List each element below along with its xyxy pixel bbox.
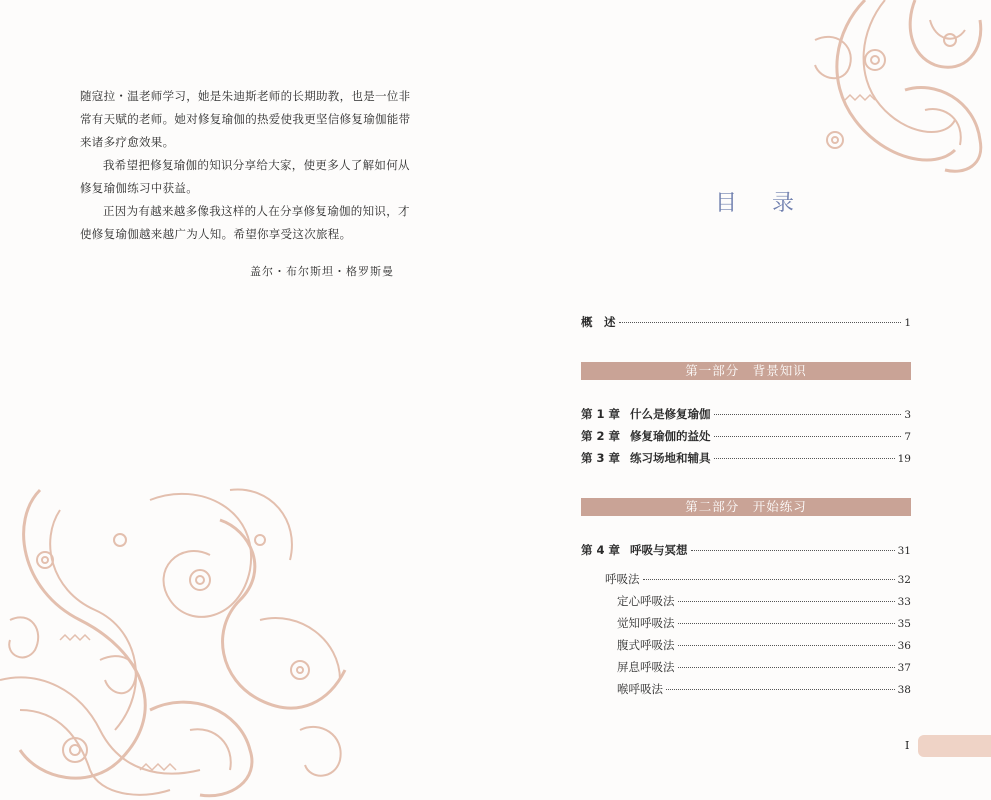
toc-page-number: 32 bbox=[897, 574, 911, 586]
toc-page-number: 37 bbox=[897, 662, 911, 674]
toc-entry-subsection[interactable] bbox=[617, 659, 911, 675]
toc-page-number: 1 bbox=[904, 317, 911, 329]
paragraph: 我希望把修复瑜伽的知识分享给大家，使更多人了解如何从修复瑜伽练习中获益。 bbox=[80, 158, 410, 195]
chapter-number: 第 4 章 bbox=[581, 543, 621, 557]
dot-leader bbox=[678, 623, 895, 624]
toc-entry-subsection[interactable] bbox=[617, 615, 911, 631]
subsection-title: 定心呼吸法 bbox=[617, 594, 675, 608]
dot-leader bbox=[678, 667, 895, 668]
part-banner: 第二部分 开始练习 bbox=[581, 498, 911, 516]
toc-entry-overview[interactable] bbox=[581, 314, 911, 330]
dot-leader bbox=[691, 550, 895, 551]
paisley-ornament-bottom-left bbox=[0, 480, 370, 800]
folio-tab bbox=[918, 735, 991, 757]
toc-page-number: 33 bbox=[897, 596, 911, 608]
chapter-number: 第 1 章 bbox=[581, 407, 621, 421]
toc-entry-chapter[interactable] bbox=[581, 450, 911, 466]
paisley-ornament-top-right bbox=[805, 0, 991, 175]
chapter-title: 练习场地和辅具 bbox=[630, 451, 711, 465]
dot-leader bbox=[678, 601, 895, 602]
toc-entry-subsection[interactable] bbox=[617, 593, 911, 609]
chapter-title: 呼吸与冥想 bbox=[630, 543, 688, 557]
toc-entry-chapter[interactable] bbox=[581, 428, 911, 444]
toc-page-number: 36 bbox=[897, 640, 911, 652]
preface-text bbox=[80, 85, 415, 246]
subsection-title: 喉呼吸法 bbox=[617, 682, 663, 696]
toc-entry-chapter[interactable] bbox=[581, 406, 911, 422]
toc-title: 目 录 bbox=[715, 191, 808, 216]
dot-leader bbox=[714, 414, 902, 415]
toc-page-number: 19 bbox=[897, 453, 911, 465]
dot-leader bbox=[714, 436, 902, 437]
toc-entry-subsection[interactable] bbox=[617, 637, 911, 653]
dot-leader bbox=[619, 322, 902, 323]
dot-leader bbox=[714, 458, 895, 459]
toc-entry-subsection[interactable] bbox=[617, 681, 911, 697]
subsection-title: 腹式呼吸法 bbox=[617, 638, 675, 652]
chapter-title: 什么是修复瑜伽 bbox=[630, 407, 711, 421]
chapter-number: 第 2 章 bbox=[581, 429, 621, 443]
part-banner: 第一部分 背景知识 bbox=[581, 362, 911, 380]
author-signature: 盖尔・布尔斯坦・格罗斯曼 bbox=[250, 265, 394, 278]
dot-leader bbox=[678, 645, 895, 646]
toc-page-number: 35 bbox=[897, 618, 911, 630]
subsection-title: 觉知呼吸法 bbox=[617, 616, 675, 630]
page-number: I bbox=[905, 739, 910, 752]
toc-entry-chapter[interactable] bbox=[581, 542, 911, 558]
paragraph: 随寇拉・温老师学习，她是朱迪斯老师的长期助教，也是一位非常有天赋的老师。她对修复瑜伽的热爱使我更坚信修复瑜伽能带来诸多疗愈效果。 bbox=[80, 89, 411, 149]
subsection-title: 屏息呼吸法 bbox=[617, 660, 675, 674]
chapter-number: 第 3 章 bbox=[581, 451, 621, 465]
dot-leader bbox=[666, 689, 895, 690]
toc-page-number: 3 bbox=[904, 409, 911, 421]
toc-page-number: 7 bbox=[904, 431, 911, 443]
dot-leader bbox=[643, 579, 895, 580]
toc-page-number: 31 bbox=[897, 545, 911, 557]
section-title: 呼吸法 bbox=[605, 572, 640, 586]
toc-page-number: 38 bbox=[897, 684, 911, 696]
paragraph: 正因为有越来越多像我这样的人在分享修复瑜伽的知识，才使修复瑜伽越来越广为人知。希望你享受这次旅程。 bbox=[80, 204, 410, 241]
chapter-title: 修复瑜伽的益处 bbox=[630, 429, 711, 443]
toc-entry-section[interactable] bbox=[605, 571, 911, 587]
toc-entry-label: 概 述 bbox=[581, 315, 616, 329]
